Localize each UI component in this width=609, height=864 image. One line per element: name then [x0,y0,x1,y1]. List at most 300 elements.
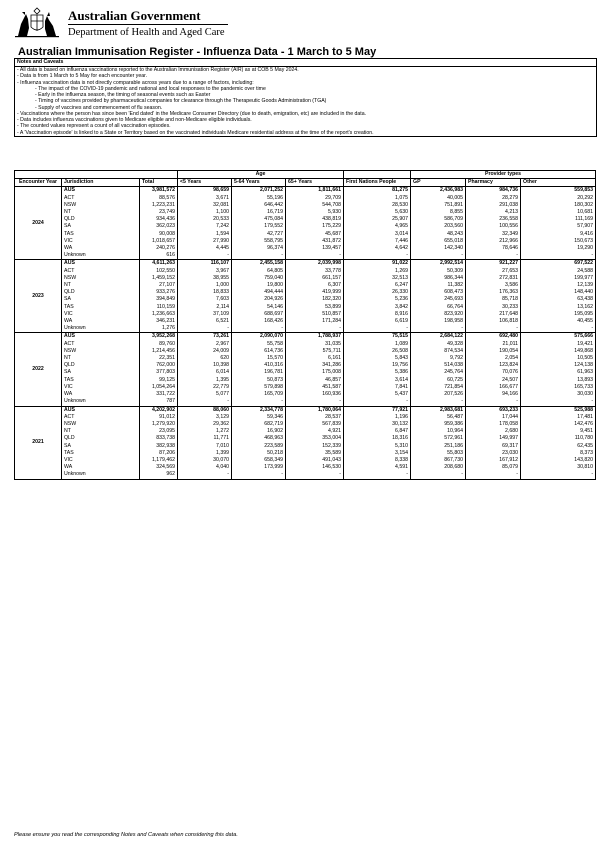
table-row [15,187,596,195]
column-header: Other [521,179,596,187]
value-cell: 85,079 [466,464,521,471]
table-row [15,464,596,471]
value-cell: 77,921 [344,406,411,414]
value-cell: 21,011 [466,341,521,348]
value-cell: 78,646 [466,245,521,252]
jurisdiction-cell: Unknown [62,398,140,406]
value-cell: 1,272 [178,428,232,435]
value-cell: 28,530 [344,202,411,209]
value-cell: 139,457 [286,245,344,252]
value-cell: 921,227 [466,260,521,268]
value-cell: 66,764 [411,304,466,311]
value-cell: 1,089 [344,341,411,348]
value-cell: 751,891 [411,202,466,209]
value-cell: 85,718 [466,296,521,303]
value-cell: 171,284 [286,318,344,325]
note-line: - Supply of vaccines and commencement of flu season. [35,104,163,111]
value-cell: 29,709 [286,195,344,202]
value-cell: 26,508 [344,348,411,355]
value-cell: 6,307 [286,282,344,289]
table-row [15,384,596,391]
value-cell: 31,035 [286,341,344,348]
value-cell: 2,684,122 [411,333,466,341]
value-cell: 33,778 [286,268,344,275]
government-name: Australian Government [68,8,201,23]
value-cell: 475,084 [232,216,286,223]
value-cell: 377,803 [140,369,178,376]
value-cell: - [178,325,232,333]
value-cell: 6,014 [178,369,232,376]
jurisdiction-cell: VIC [62,457,140,464]
table-row [15,341,596,348]
value-cell: 22,351 [140,355,178,362]
value-cell: 586,709 [411,216,466,223]
header [12,6,312,40]
value-cell: 50,873 [232,377,286,384]
value-cell: 7,841 [344,384,411,391]
value-cell: 165,709 [232,391,286,398]
jurisdiction-cell: Unknown [62,325,140,333]
value-cell: 42,727 [232,231,286,238]
value-cell: 46,857 [286,377,344,384]
year-block [15,406,596,479]
value-cell: 10,964 [411,428,466,435]
value-cell: 99,125 [140,377,178,384]
value-cell: 149,868 [521,348,596,355]
value-cell: 5,437 [344,391,411,398]
jurisdiction-cell: ACT [62,195,140,202]
value-cell: 2,090,070 [232,333,286,341]
jurisdiction-cell: AUS [62,260,140,268]
value-cell: 75,515 [344,333,411,341]
value-cell: 346,231 [140,318,178,325]
value-cell: 3,952,268 [140,333,178,341]
value-cell: 1,214,456 [140,348,178,355]
value-cell: 10,505 [521,355,596,362]
value-cell: 3,614 [344,377,411,384]
value-cell: 575,711 [286,348,344,355]
column-header: Total [140,179,178,187]
value-cell: 245,764 [411,369,466,376]
value-cell: 24,507 [466,377,521,384]
value-cell: - [466,252,521,260]
value-cell: 787 [140,398,178,406]
value-cell: 1,100 [178,209,232,216]
note-line: - The counted values represent a count of all vaccination episodes. [17,123,171,130]
value-cell: 468,963 [232,435,286,442]
value-cell: 7,603 [178,296,232,303]
value-cell: 91,022 [344,260,411,268]
value-cell: 410,316 [232,362,286,369]
value-cell: 106,818 [466,318,521,325]
note-line: - Timing of vaccines provided by pharmaceutical companies for clearance through the Therapeutic Goods Administration (TGA) [35,98,327,105]
value-cell: 608,473 [411,289,466,296]
jurisdiction-cell: QLD [62,362,140,369]
jurisdiction-cell: WA [62,391,140,398]
value-cell: 148,440 [521,289,596,296]
table-row [15,202,596,209]
page-title: Australian Immunisation Register - Influenza Data - 1 March to 5 May [18,46,377,58]
value-cell: 697,522 [521,260,596,268]
value-cell: 165,733 [521,384,596,391]
note-line: - Data is from 1 March to 5 May for each encounter year. [17,73,148,80]
value-cell: 196,781 [232,369,286,376]
value-cell: 575,666 [521,333,596,341]
jurisdiction-cell: ACT [62,268,140,275]
value-cell: 353,004 [286,435,344,442]
value-cell: 111,169 [521,216,596,223]
value-cell: 203,560 [411,223,466,230]
column-header: Pharmacy [466,179,521,187]
value-cell: 620 [178,355,232,362]
value-cell: 73,261 [178,333,232,341]
value-cell: 16,719 [232,209,286,216]
value-cell: 217,648 [466,311,521,318]
value-cell: 2,334,778 [232,406,286,414]
column-header: 65+ Years [286,179,344,187]
value-cell: 32,081 [178,202,232,209]
table-row [15,260,596,268]
table-row [15,457,596,464]
value-cell: 661,157 [286,275,344,282]
value-cell: 1,196 [344,414,411,421]
value-cell: - [232,398,286,406]
value-cell: 4,642 [344,245,411,252]
value-cell: 3,014 [344,231,411,238]
value-cell: 26,330 [344,289,411,296]
group-header-row [15,171,596,179]
value-cell: 1,179,462 [140,457,178,464]
value-cell: 24,588 [521,268,596,275]
value-cell: 579,898 [232,384,286,391]
value-cell: 15,570 [232,355,286,362]
value-cell: 272,831 [466,275,521,282]
value-cell: 29,362 [178,421,232,428]
value-cell: 251,186 [411,443,466,450]
value-cell: 30,070 [178,457,232,464]
jurisdiction-cell: SA [62,369,140,376]
jurisdiction-cell: VIC [62,238,140,245]
value-cell: - [286,471,344,479]
value-cell: 933,276 [140,289,178,296]
value-cell: 2,983,681 [411,406,466,414]
table-row [15,443,596,450]
value-cell: - [344,325,411,333]
table-row [15,428,596,435]
jurisdiction-cell: TAS [62,377,140,384]
jurisdiction-cell: AUS [62,333,140,341]
value-cell: 87,206 [140,450,178,457]
value-cell: 934,436 [140,216,178,223]
jurisdiction-cell: NT [62,428,140,435]
value-cell: 190,054 [466,348,521,355]
value-cell: 175,008 [286,369,344,376]
value-cell: 48,243 [411,231,466,238]
encounter-year-cell: 2021 [15,406,62,479]
value-cell: 1,788,937 [286,333,344,341]
table-row [15,245,596,252]
jurisdiction-cell: NSW [62,202,140,209]
value-cell: 5,077 [178,391,232,398]
value-cell: 146,530 [286,464,344,471]
value-cell: 60,725 [411,377,466,384]
value-cell: 9,792 [411,355,466,362]
table-row [15,471,596,479]
value-cell: 1,395 [178,377,232,384]
value-cell: 18,833 [178,289,232,296]
value-cell: 688,697 [232,311,286,318]
notes-box [14,58,597,137]
value-cell: - [466,471,521,479]
value-cell: 525,988 [521,406,596,414]
value-cell: 10,681 [521,209,596,216]
jurisdiction-cell: WA [62,318,140,325]
column-header: Jurisdiction [62,179,140,187]
jurisdiction-cell: WA [62,245,140,252]
value-cell: 245,693 [411,296,466,303]
value-cell: - [178,252,232,260]
value-cell: 199,977 [521,275,596,282]
table-row [15,195,596,202]
value-cell: - [521,252,596,260]
value-cell: 12,139 [521,282,596,289]
value-cell: 544,708 [286,202,344,209]
table-row [15,231,596,238]
jurisdiction-cell: QLD [62,216,140,223]
value-cell: 178,058 [466,421,521,428]
value-cell: 50,218 [232,450,286,457]
value-cell: 8,855 [411,209,466,216]
jurisdiction-cell: QLD [62,435,140,442]
value-cell: - [232,325,286,333]
value-cell: 9,416 [521,231,596,238]
value-cell: 4,591 [344,464,411,471]
value-cell: 70,076 [466,369,521,376]
header-divider [68,24,228,25]
table-row [15,421,596,428]
value-cell: 23,749 [140,209,178,216]
value-cell: 195,095 [521,311,596,318]
jurisdiction-cell: NT [62,355,140,362]
value-cell: 207,526 [411,391,466,398]
jurisdiction-cell: NSW [62,348,140,355]
year-block [15,333,596,406]
value-cell: 240,276 [140,245,178,252]
value-cell: 1,000 [178,282,232,289]
value-cell: 102,550 [140,268,178,275]
column-header: First Nations People [344,179,411,187]
value-cell: 61,963 [521,369,596,376]
value-cell: - [466,398,521,406]
value-cell: 13,893 [521,377,596,384]
value-cell: 123,824 [466,362,521,369]
value-cell: 6,521 [178,318,232,325]
value-cell: - [286,325,344,333]
table-row [15,304,596,311]
value-cell: 341,286 [286,362,344,369]
value-cell: 198,958 [411,318,466,325]
value-cell: 19,290 [521,245,596,252]
encounter-year-cell: 2022 [15,333,62,406]
value-cell: 49,328 [411,341,466,348]
value-cell: 1,269 [344,268,411,275]
value-cell: 4,611,263 [140,260,178,268]
column-header-row [15,179,596,187]
value-cell: 17,481 [521,414,596,421]
value-cell: 54,146 [232,304,286,311]
value-cell: 90,008 [140,231,178,238]
value-cell: - [521,398,596,406]
table-row [15,450,596,457]
jurisdiction-cell: TAS [62,450,140,457]
value-cell: 6,161 [286,355,344,362]
value-cell: 559,853 [521,187,596,195]
value-cell: 173,999 [232,464,286,471]
jurisdiction-cell: ACT [62,341,140,348]
value-cell: 2,039,998 [286,260,344,268]
value-cell: 2,054 [466,355,521,362]
table-row [15,223,596,230]
value-cell: 23,030 [466,450,521,457]
value-cell: - [521,471,596,479]
value-cell: 88,060 [178,406,232,414]
value-cell: 19,756 [344,362,411,369]
value-cell: 30,233 [466,304,521,311]
value-cell: 30,810 [521,464,596,471]
value-cell: 5,386 [344,369,411,376]
jurisdiction-cell: SA [62,296,140,303]
value-cell: 616 [140,252,178,260]
jurisdiction-cell: NSW [62,275,140,282]
value-cell: 759,040 [232,275,286,282]
jurisdiction-cell: NT [62,209,140,216]
value-cell: 204,926 [232,296,286,303]
value-cell: 110,780 [521,435,596,442]
table-row [15,216,596,223]
note-line: - Early in the influenza season, the timing of seasonal events such as Easter [35,92,211,98]
value-cell: 4,921 [286,428,344,435]
value-cell: 19,421 [521,341,596,348]
value-cell: 30,030 [521,391,596,398]
value-cell: 1,276 [140,325,178,333]
value-cell: 5,236 [344,296,411,303]
value-cell: 362,023 [140,223,178,230]
value-cell: 17,044 [466,414,521,421]
note-line: - Vaccinations where the person has since been 'End dated' in the Medicare Consumer Directory (due to death, emigration, etc) are included in the data. [17,110,367,117]
jurisdiction-cell: TAS [62,304,140,311]
value-cell: 494,444 [232,289,286,296]
value-cell: 4,965 [344,223,411,230]
value-cell: 160,936 [286,391,344,398]
value-cell: 150,673 [521,238,596,245]
value-cell: 3,586 [466,282,521,289]
provider-group-header: Provider types [411,171,596,179]
value-cell: 5,930 [286,209,344,216]
value-cell: 223,589 [232,443,286,450]
value-cell: - [344,471,411,479]
value-cell: 88,576 [140,195,178,202]
value-cell: 57,907 [521,223,596,230]
value-cell: 110,159 [140,304,178,311]
value-cell: 5,630 [344,209,411,216]
table-row [15,369,596,376]
table-row [15,398,596,406]
value-cell: 32,513 [344,275,411,282]
value-cell: 655,018 [411,238,466,245]
value-cell: 27,107 [140,282,178,289]
column-header: 5-64 Years [232,179,286,187]
value-cell: 4,040 [178,464,232,471]
value-cell: 19,800 [232,282,286,289]
age-group-header: Age [178,171,344,179]
value-cell: 5,843 [344,355,411,362]
value-cell: 38,955 [178,275,232,282]
jurisdiction-cell: AUS [62,406,140,414]
note-line: - Influenza vaccination data is not directly comparable across years due to a range of factors, including: [17,79,254,86]
value-cell: 142,340 [411,245,466,252]
value-cell: 1,279,920 [140,421,178,428]
value-cell: 28,279 [466,195,521,202]
value-cell: 176,363 [466,289,521,296]
value-cell: 419,999 [286,289,344,296]
value-cell: 2,114 [178,304,232,311]
value-cell: - [232,252,286,260]
value-cell: 37,109 [178,311,232,318]
value-cell: 142,476 [521,421,596,428]
value-cell: - [178,398,232,406]
value-cell: 27,653 [466,268,521,275]
value-cell: 175,229 [286,223,344,230]
table-row [15,311,596,318]
value-cell: - [411,471,466,479]
value-cell: 149,997 [466,435,521,442]
group-header-blank [344,171,411,179]
value-cell: 614,736 [232,348,286,355]
jurisdiction-cell: QLD [62,289,140,296]
value-cell: 100,556 [466,223,521,230]
value-cell: 1,223,231 [140,202,178,209]
value-cell: - [344,398,411,406]
value-cell: 11,382 [411,282,466,289]
table-row [15,318,596,325]
value-cell: 27,990 [178,238,232,245]
value-cell: 3,671 [178,195,232,202]
table-row [15,268,596,275]
jurisdiction-cell: ACT [62,414,140,421]
table-row [15,275,596,282]
value-cell: 8,373 [521,450,596,457]
value-cell: 682,719 [232,421,286,428]
value-cell: 491,043 [286,457,344,464]
value-cell: - [286,252,344,260]
value-cell: 91,012 [140,414,178,421]
value-cell: - [232,471,286,479]
value-cell: 62,435 [521,443,596,450]
value-cell: 20,292 [521,195,596,202]
value-cell: 8,338 [344,457,411,464]
value-cell: 1,075 [344,195,411,202]
value-cell: 291,038 [466,202,521,209]
value-cell: 9,451 [521,428,596,435]
value-cell: 168,426 [232,318,286,325]
value-cell: 30,132 [344,421,411,428]
value-cell: 693,233 [466,406,521,414]
value-cell: 182,320 [286,296,344,303]
value-cell: 394,849 [140,296,178,303]
value-cell: 81,275 [344,187,411,195]
value-cell: 4,445 [178,245,232,252]
value-cell: 179,552 [232,223,286,230]
